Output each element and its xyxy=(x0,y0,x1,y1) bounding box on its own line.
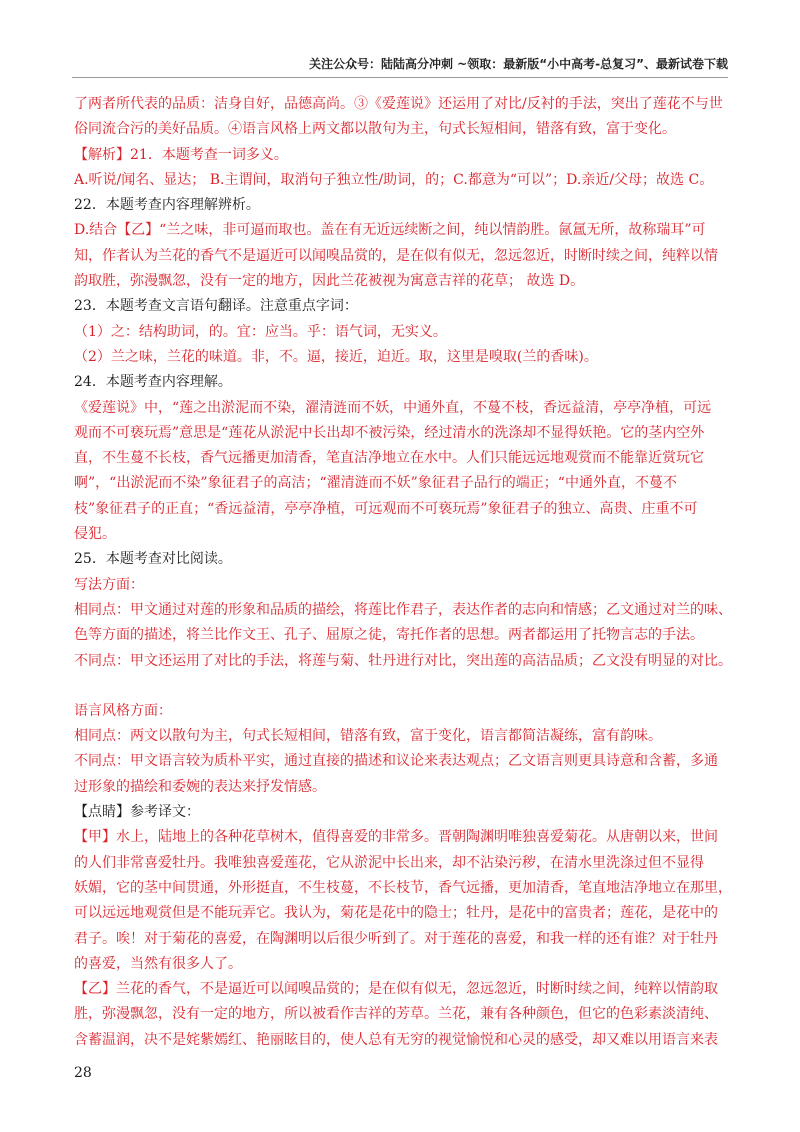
page-header: 关注公众号：陆陆高分冲刺 ~领取：最新版“小中高考-总复习”、最新试卷下载 xyxy=(309,57,728,71)
text-line: 君子。唉！对于菊花的喜爱，在陶渊明以后很少听到了。对于莲花的喜爱，和我一样的还有谁？对于牡丹 xyxy=(74,930,718,947)
text-line: 色等方面的描述，将兰比作文王、孔子、屈原之徒，寄托作者的思想。两者都运用了托物言志的手法。 xyxy=(74,627,704,644)
text-line: 24．本题考查内容理解。 xyxy=(74,374,232,391)
text-line: 直，不生蔓不长枝，香气远播更加清香，笔直洁净地立在水中。人们只能远远地观赏而不能靠近赏玩它 xyxy=(74,450,704,467)
text-line: 含蓄温润，决不是姹紫嫣红、艳丽眩目的，使人总有无穷的视觉愉悦和心灵的感受，却又难以用语言来表 xyxy=(74,1031,718,1048)
text-line: 相同点：两文以散句为主，句式长短相间，错落有致，富于变化，语言都简洁凝练，富有韵味。 xyxy=(74,728,662,745)
text-line: （1）之：结构助词，的。宜：应当。乎：语气词，无实义。 xyxy=(74,323,447,340)
text-line: 不同点：甲文还运用了对比的手法，将莲与菊、牡丹进行对比，突出莲的高洁品质；乙文没有明显的对比。 xyxy=(74,652,732,669)
text-line: 22．本题考查内容理解辨析。 xyxy=(74,197,260,214)
text-line: 《爱莲说》中，“莲之出淤泥而不染，濯清涟而不妖，中通外直，不蔓不枝，香远益清，亭亭净植，可远 xyxy=(74,399,712,416)
text-line: （2）兰之味，兰花的味道。非，不。逼，接近，迫近。取，这里是嗅取(兰的香味)。 xyxy=(74,348,598,365)
page-number: 28 xyxy=(74,1065,92,1081)
text-line: 23．本题考查文言语句翻译。注意重点字词： xyxy=(74,298,358,315)
text-line: D.结合【乙】“兰之味，非可逼而取也。盖在有无近远续断之间，纯以情韵胜。氤氲无所，故称瑞耳”可 xyxy=(74,222,706,239)
text-line: 侵犯。 xyxy=(74,526,116,543)
text-line: 的喜爱，当然有很多人了。 xyxy=(74,955,242,972)
text-line: 知，作者认为兰花的香气不是逼近可以闻嗅品赏的，是在似有似无，忽远忽近，时断时续之间，纯粹以情 xyxy=(74,247,718,264)
text-line: 【解析】21．本题考查一词多义。 xyxy=(74,146,288,163)
text-line: 25．本题考查对比阅读。 xyxy=(74,551,232,568)
text-line: 【甲】水上，陆地上的各种花草树木，值得喜爱的非常多。晋朝陶渊明唯独喜爱菊花。从唐朝以来，世间 xyxy=(74,829,718,846)
text-line: 妖媚，它的茎中间贯通，外形挺直，不生枝蔓，不长枝节，香气远播，更加清香，笔直地洁净地立在那里， xyxy=(74,879,732,896)
text-line: 韵取胜，弥漫飘忽，没有一定的地方，因此兰花被视为寓意吉祥的花草； 故选 D。 xyxy=(74,273,585,290)
text-line: 不同点：甲文语言较为质朴平实，通过直接的描述和议论来表达观点；乙文语言则更具诗意和含蓄，多通 xyxy=(74,753,718,770)
text-line: 俗同流合污的美好品质。④语言风格上两文都以散句为主，句式长短相间，错落有致，富于变化。 xyxy=(74,121,676,138)
text-line: 写法方面： xyxy=(74,576,144,593)
text-line: 【乙】兰花的香气，不是逼近可以闻嗅品赏的；是在似有似无，忽远忽近，时断时续之间，纯粹以情韵取 xyxy=(74,981,718,998)
header-divider xyxy=(72,77,728,78)
text-line: 的人们非常喜爱牡丹。我唯独喜爱莲花，它从淤泥中长出来，却不沾染污秽，在清水里洗涤过但不显得 xyxy=(74,854,704,871)
text-line: 语言风格方面： xyxy=(74,702,172,719)
text-line: 【点睛】参考译文： xyxy=(74,804,200,821)
text-line: 啊”，“出淤泥而不染”象征君子的高洁；“濯清涟而不妖”象征君子品行的端正；“中通外直，不蔓不 xyxy=(74,475,677,492)
text-line: 观而不可亵玩焉”意思是“莲花从淤泥中长出却不被污染，经过清水的洗涤却不显得妖艳。它的茎内空外 xyxy=(74,424,705,441)
paragraph-gap xyxy=(74,674,734,699)
text-line: 了两者所代表的品质：洁身自好，品德高尚。③《爱莲说》还运用了对比/反衬的手法，突出了莲花不与世 xyxy=(74,96,723,112)
text-line: 胜，弥漫飘忽，没有一定的地方，所以被看作吉祥的芳草。兰花，兼有各种颜色，但它的色彩素淡清纯、 xyxy=(74,1006,718,1023)
text-line: 枝”象征君子的正直；“香远益清，亭亭净植，可远观而不可亵玩焉”象征君子的独立、高贵、庄重不可 xyxy=(74,500,698,517)
text-line: 相同点：甲文通过对莲的形象和品质的描绘，将莲比作君子，表达作者的志向和情感；乙文通过对兰的味、 xyxy=(74,601,732,618)
document-body xyxy=(74,92,734,1053)
text-line: 可以远远地观赏但是不能玩弄它。我认为，菊花是花中的隐士；牡丹，是花中的富贵者；莲花，是花中的 xyxy=(74,905,718,922)
text-line: A.听说/闻名、显达； B.主谓间，取消句子独立性/助词，的；C.都意为“可以”；D.亲近/父母；故选 C。 xyxy=(74,171,714,188)
text-line: 过形象的描绘和委婉的表达来抒发情感。 xyxy=(74,778,326,795)
